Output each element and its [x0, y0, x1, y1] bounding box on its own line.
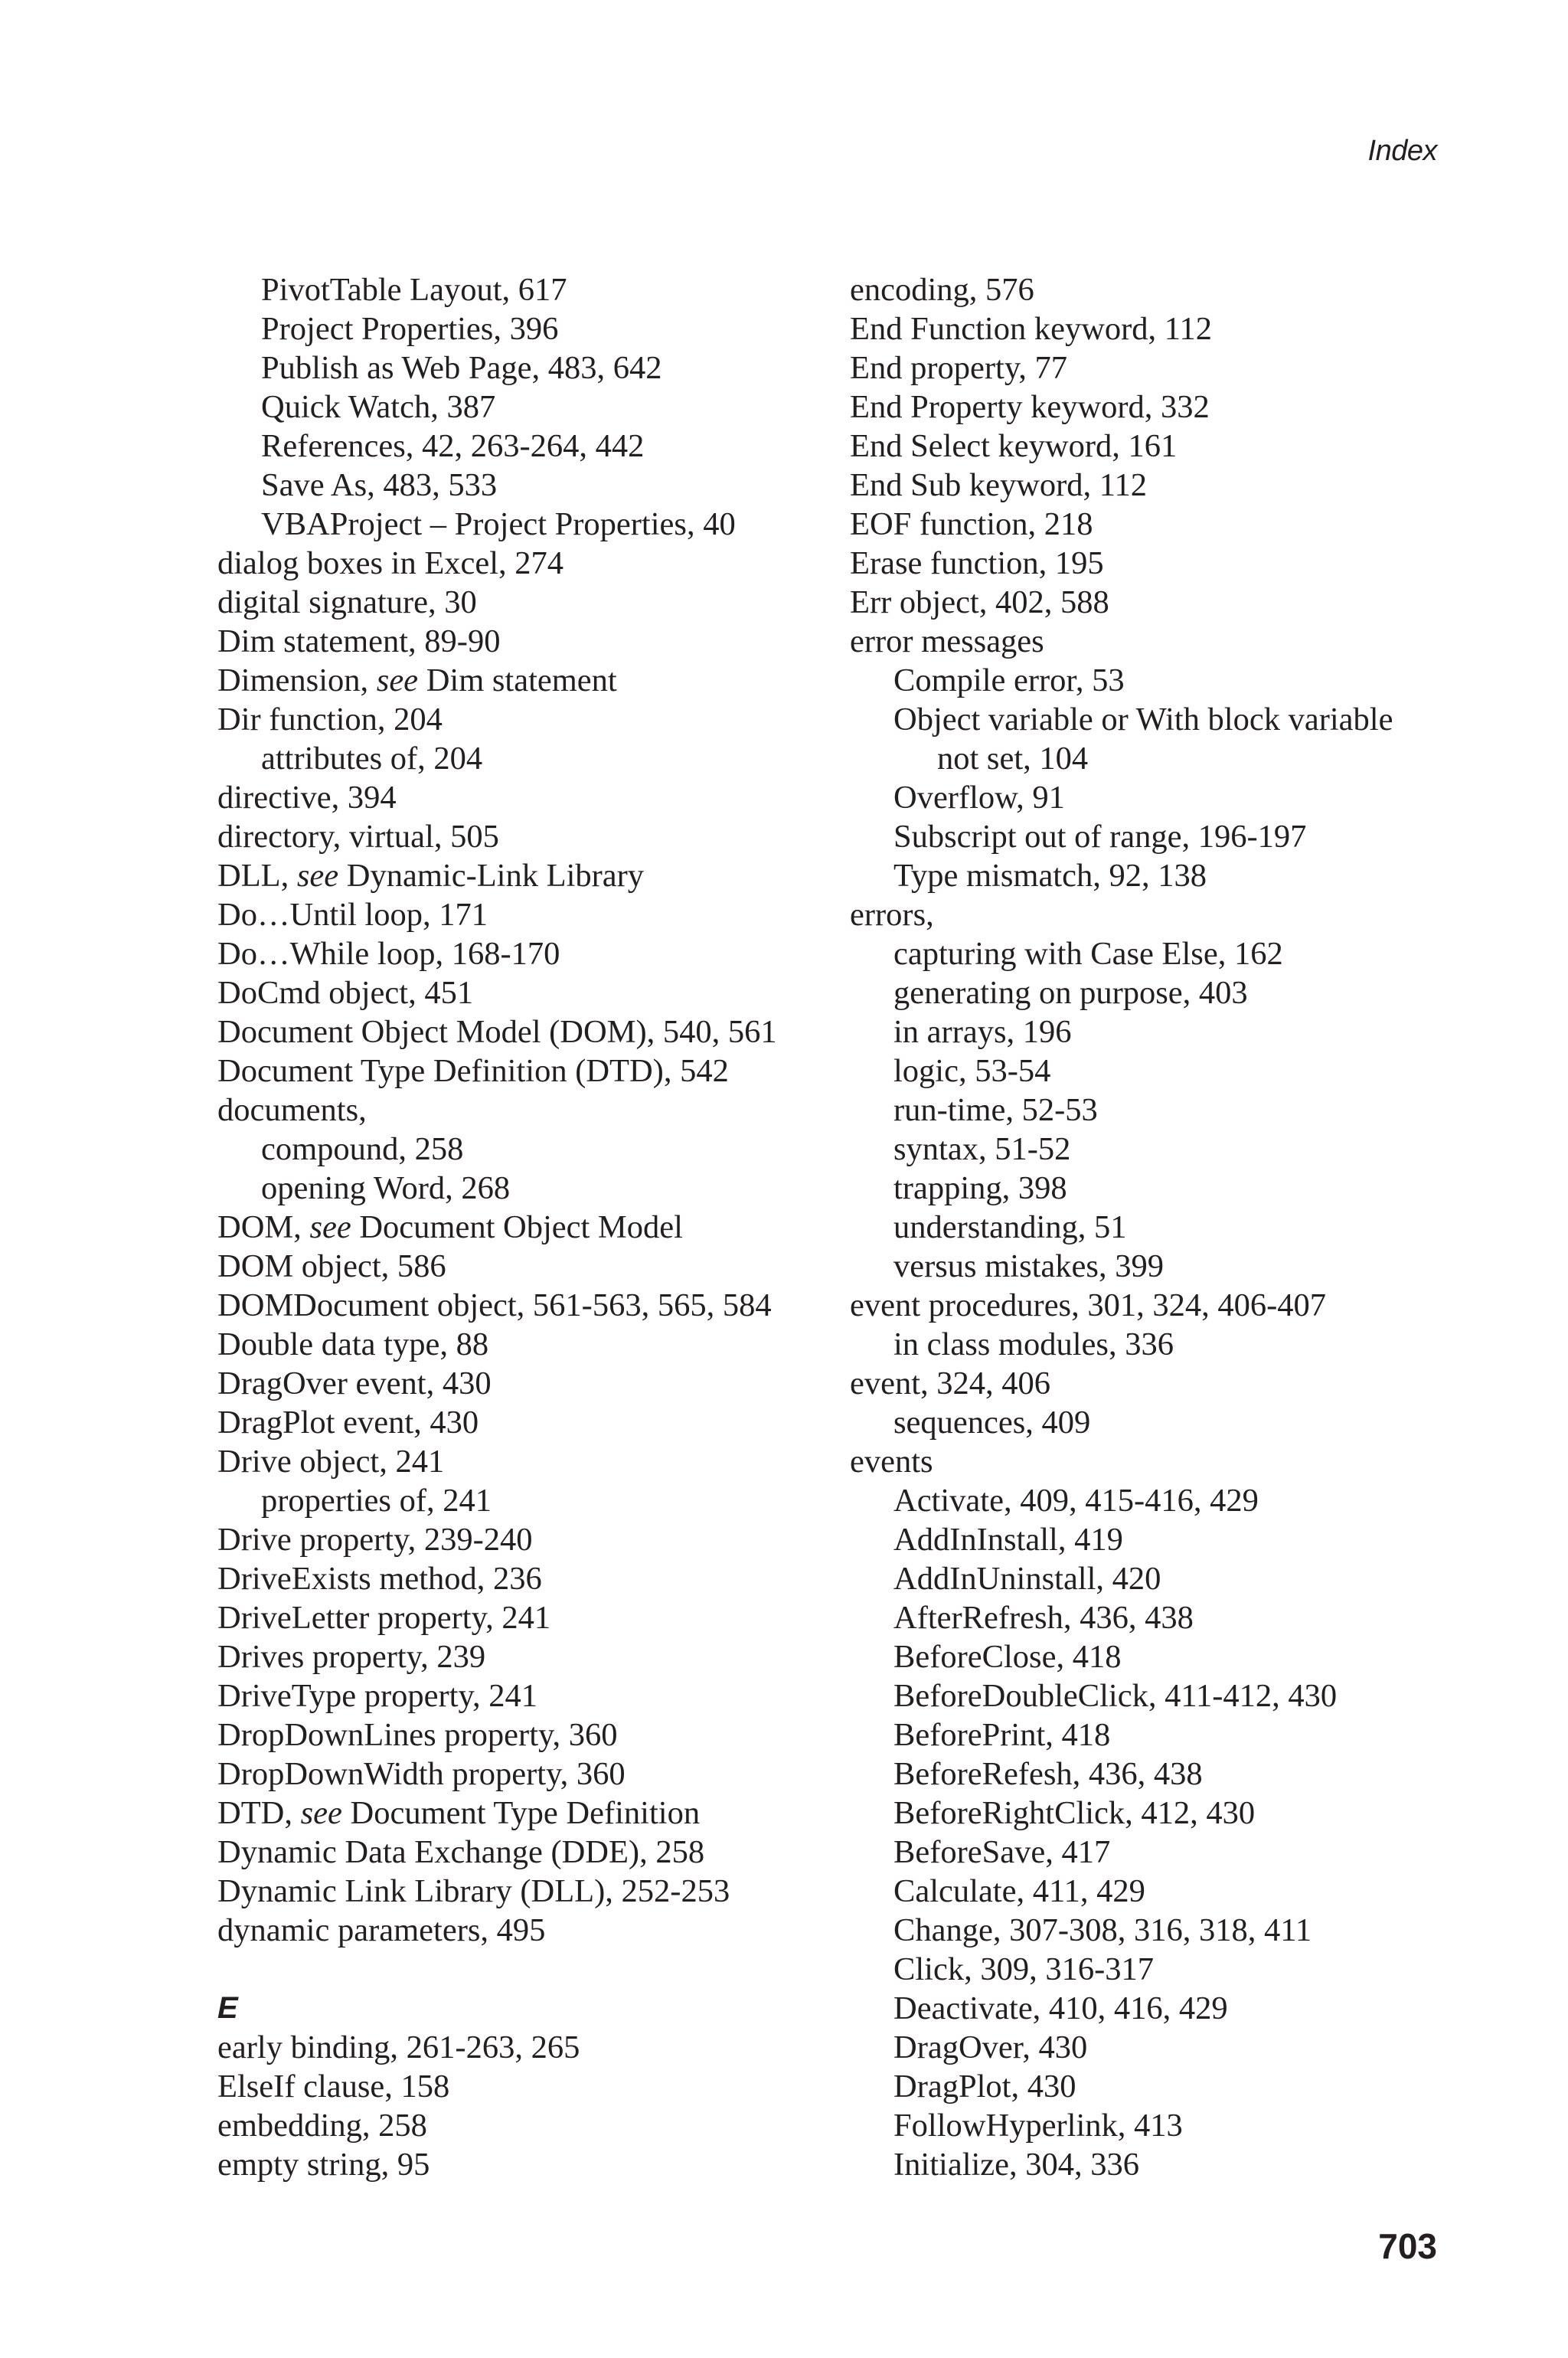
index-subentry	[850, 817, 1462, 856]
see-reference-label: see	[300, 1795, 342, 1831]
entry-text: DriveType property, 241	[217, 1678, 537, 1714]
entry-text: E	[217, 1991, 238, 2025]
index-entry	[217, 1911, 845, 1950]
entry-text: encoding, 576	[850, 272, 1034, 308]
entry-text: errors,	[850, 897, 934, 933]
index-subentry	[850, 1794, 1462, 1833]
entry-text: DropDownWidth property, 360	[217, 1756, 626, 1792]
entry-text: capturing with Case Else, 162	[893, 936, 1283, 972]
index-subentry	[850, 1051, 1462, 1091]
entry-text: Save As, 483, 533	[261, 467, 498, 503]
index-subentry	[217, 1130, 845, 1169]
entry-text: BeforeRefesh, 436, 438	[893, 1756, 1203, 1792]
entry-text: DragOver, 430	[893, 2029, 1088, 2065]
index-entry	[217, 1208, 845, 1247]
entry-text: DragOver event, 430	[217, 1365, 492, 1401]
entry-text: End Sub keyword, 112	[850, 467, 1147, 503]
index-subentry	[850, 973, 1462, 1012]
entry-text: DOMDocument object, 561-563, 565, 584	[217, 1287, 772, 1323]
index-entry	[217, 1364, 845, 1403]
entry-text: Double data type, 88	[217, 1326, 489, 1362]
index-subentry	[217, 427, 845, 466]
index-entry	[850, 1442, 1462, 1481]
entry-text: BeforeSave, 417	[893, 1834, 1111, 1870]
entry-text: Document Type Definition (DTD), 542	[217, 1053, 729, 1089]
entry-text: Click, 309, 316-317	[893, 1951, 1154, 1987]
index-entry	[217, 1833, 845, 1872]
entry-text: understanding, 51	[893, 1209, 1127, 1245]
index-entry	[217, 1442, 845, 1481]
entry-text: Type mismatch, 92, 138	[893, 858, 1207, 894]
entry-text: events	[850, 1444, 933, 1480]
entry-text: Drive object, 241	[217, 1444, 445, 1480]
index-subentry	[217, 388, 845, 427]
index-entry	[217, 700, 845, 739]
entry-text: FollowHyperlink, 413	[893, 2108, 1183, 2144]
running-head: Index	[1367, 135, 1437, 167]
index-entry	[217, 778, 845, 817]
index-entry	[217, 2145, 845, 2184]
index-subentry	[850, 778, 1462, 817]
section-gap	[217, 1950, 845, 1989]
index-entry	[217, 1012, 845, 1051]
index-entry	[217, 1598, 845, 1637]
index-entry	[217, 661, 845, 700]
index-entry	[217, 583, 845, 622]
entry-text: Activate, 409, 415-416, 429	[893, 1483, 1259, 1519]
see-reference-label: see	[309, 1209, 351, 1245]
index-entry	[217, 1637, 845, 1676]
entry-text: early binding, 261-263, 265	[217, 2029, 580, 2065]
index-subentry	[850, 1247, 1462, 1286]
index-subentry	[850, 2106, 1462, 2145]
entry-text: directive, 394	[217, 780, 397, 816]
see-reference-target: Document Object Model	[351, 1209, 683, 1245]
entry-text: BeforeClose, 418	[893, 1639, 1122, 1675]
entry-text: Drive property, 239-240	[217, 1522, 533, 1558]
entry-text: attributes of, 204	[261, 741, 483, 777]
entry-text: Deactivate, 410, 416, 429	[893, 1990, 1228, 2026]
index-subentry	[217, 1481, 845, 1520]
entry-text: digital signature, 30	[217, 584, 477, 620]
index-subentry	[850, 1091, 1462, 1130]
entry-text: Publish as Web Page, 483, 642	[261, 350, 662, 386]
entry-text: DragPlot event, 430	[217, 1405, 479, 1441]
index-entry	[217, 1247, 845, 1286]
entry-text: dynamic parameters, 495	[217, 1912, 546, 1948]
index-entry	[850, 583, 1462, 622]
index-entry	[217, 1755, 845, 1794]
entry-text: properties of, 241	[261, 1483, 492, 1519]
entry-text: DriveExists method, 236	[217, 1561, 542, 1597]
entry-text: DriveLetter property, 241	[217, 1600, 551, 1636]
index-entry	[217, 1051, 845, 1091]
index-entry	[217, 1559, 845, 1598]
index-subentry	[217, 1169, 845, 1208]
entry-text: ElseIf clause, 158	[217, 2069, 450, 2105]
entry-text: BeforeRightClick, 412, 430	[893, 1795, 1256, 1831]
index-entry	[850, 348, 1462, 388]
entry-text: End Function keyword, 112	[850, 311, 1212, 347]
see-reference-label: see	[376, 662, 419, 698]
entry-text: Document Object Model (DOM), 540, 561	[217, 1014, 777, 1050]
index-subentry	[850, 856, 1462, 895]
entry-text: Drives property, 239	[217, 1639, 486, 1675]
index-entry	[850, 1286, 1462, 1325]
index-entry	[850, 427, 1462, 466]
index-entry	[217, 895, 845, 934]
index-subentry	[217, 466, 845, 505]
entry-text: EOF function, 218	[850, 506, 1093, 542]
index-subentry	[850, 934, 1462, 973]
entry-text: PivotTable Layout, 617	[261, 272, 567, 308]
entry-text: Dimension,	[217, 662, 377, 698]
entry-text: event, 324, 406	[850, 1365, 1051, 1401]
index-subentry	[850, 661, 1462, 700]
entry-text: AddInInstall, 419	[893, 1522, 1123, 1558]
index-entry	[217, 856, 845, 895]
index-subentry	[850, 1520, 1462, 1559]
entry-text: Object variable or With block variable	[893, 702, 1393, 737]
index-subentry	[850, 1755, 1462, 1794]
index-entry	[217, 2106, 845, 2145]
entry-text: Overflow, 91	[893, 780, 1065, 816]
index-subentry	[850, 1130, 1462, 1169]
entry-text: Calculate, 411, 429	[893, 1873, 1145, 1909]
entry-text: DTD,	[217, 1795, 301, 1831]
index-subentry	[217, 739, 845, 778]
index-entry	[850, 309, 1462, 348]
index-subentry	[850, 1169, 1462, 1208]
entry-text: Do…While loop, 168-170	[217, 936, 560, 972]
index-column-right	[850, 270, 1462, 2184]
index-subentry	[850, 1950, 1462, 1989]
entry-text: error messages	[850, 623, 1044, 659]
entry-text: Compile error, 53	[893, 662, 1125, 698]
entry-text: directory, virtual, 505	[217, 819, 499, 855]
entry-text: Initialize, 304, 336	[893, 2147, 1140, 2183]
index-entry	[217, 1676, 845, 1715]
index-entry	[850, 622, 1462, 661]
entry-text: DropDownLines property, 360	[217, 1717, 618, 1753]
entry-text: opening Word, 268	[261, 1170, 511, 1206]
index-entry	[217, 934, 845, 973]
entry-text: Quick Watch, 387	[261, 389, 496, 425]
entry-text: Erase function, 195	[850, 545, 1104, 581]
index-subentry	[850, 1012, 1462, 1051]
entry-text: VBAProject – Project Properties, 40	[261, 506, 736, 542]
see-reference-target: Document Type Definition	[341, 1795, 701, 1831]
index-entry	[217, 2028, 845, 2067]
entry-text: Dim statement, 89-90	[217, 623, 501, 659]
entry-text: Err object, 402, 588	[850, 584, 1109, 620]
index-subentry	[850, 1715, 1462, 1755]
index-subentry	[850, 1911, 1462, 1950]
index-entry	[850, 544, 1462, 583]
see-reference-target: Dim statement	[418, 662, 617, 698]
index-subentry	[850, 1481, 1462, 1520]
index-entry-continuation	[850, 739, 1462, 778]
entry-text: event procedures, 301, 324, 406-407	[850, 1287, 1326, 1323]
index-entry	[850, 895, 1462, 934]
entry-text: BeforePrint, 418	[893, 1717, 1111, 1753]
entry-text: DOM object, 586	[217, 1248, 446, 1284]
index-subentry	[850, 1559, 1462, 1598]
entry-text: DLL,	[217, 858, 297, 894]
index-subentry	[850, 1598, 1462, 1637]
index-subentry	[850, 2028, 1462, 2067]
index-entry	[850, 466, 1462, 505]
index-subentry	[850, 1403, 1462, 1442]
index-entry	[217, 1872, 845, 1911]
entry-text: trapping, 398	[893, 1170, 1067, 1206]
index-entry	[850, 505, 1462, 544]
entry-text: AddInUninstall, 420	[893, 1561, 1161, 1597]
entry-text: Change, 307-308, 316, 318, 411	[893, 1912, 1312, 1948]
index-subentry	[217, 270, 845, 309]
index-entry	[850, 270, 1462, 309]
index-entry	[217, 1715, 845, 1755]
index-subentry	[217, 348, 845, 388]
entry-text: AfterRefresh, 436, 438	[893, 1600, 1194, 1636]
entry-text: not set, 104	[937, 741, 1089, 777]
index-entry	[850, 1364, 1462, 1403]
entry-text: generating on purpose, 403	[893, 975, 1248, 1011]
index-entry	[217, 1091, 845, 1130]
entry-text: dialog boxes in Excel, 274	[217, 545, 564, 581]
index-subentry	[850, 1208, 1462, 1247]
index-entry	[217, 1325, 845, 1364]
entry-text: Dynamic Link Library (DLL), 252-253	[217, 1873, 730, 1909]
entry-text: sequences, 409	[893, 1405, 1091, 1441]
see-reference-label: see	[296, 858, 339, 894]
entry-text: versus mistakes, 399	[893, 1248, 1164, 1284]
entry-text: run-time, 52-53	[893, 1092, 1098, 1128]
index-entry	[217, 973, 845, 1012]
entry-text: logic, 53-54	[893, 1053, 1051, 1089]
entry-text: DoCmd object, 451	[217, 975, 474, 1011]
entry-text: syntax, 51-52	[893, 1131, 1071, 1167]
page-number: 703	[1378, 2226, 1437, 2266]
index-subentry	[850, 2145, 1462, 2184]
entry-text: Subscript out of range, 196-197	[893, 819, 1307, 855]
index-subentry	[217, 309, 845, 348]
entry-text: DragPlot, 430	[893, 2069, 1076, 2105]
entry-text: Do…Until loop, 171	[217, 897, 488, 933]
entry-text: embedding, 258	[217, 2108, 427, 2144]
entry-text: DOM,	[217, 1209, 310, 1245]
index-subentry	[850, 2067, 1462, 2106]
entry-text: End Property keyword, 332	[850, 389, 1210, 425]
index-subentry	[850, 1325, 1462, 1364]
section-letter-heading	[217, 1989, 845, 2028]
entry-text: References, 42, 263-264, 442	[261, 428, 645, 464]
index-entry	[850, 388, 1462, 427]
entry-text: BeforeDoubleClick, 411-412, 430	[893, 1678, 1338, 1714]
index-subentry	[850, 1833, 1462, 1872]
index-entry	[217, 1286, 845, 1325]
index-entry	[217, 1520, 845, 1559]
index-entry	[217, 1794, 845, 1833]
index-subentry	[850, 1637, 1462, 1676]
entry-text: in arrays, 196	[893, 1014, 1072, 1050]
entry-text: compound, 258	[261, 1131, 464, 1167]
entry-text: Dir function, 204	[217, 702, 443, 737]
entry-text: End property, 77	[850, 350, 1068, 386]
entry-text: Project Properties, 396	[261, 311, 559, 347]
entry-text: in class modules, 336	[893, 1326, 1174, 1362]
see-reference-target: Dynamic-Link Library	[338, 858, 645, 894]
entry-text: documents,	[217, 1092, 367, 1128]
index-subentry	[850, 1872, 1462, 1911]
index-column-left	[217, 270, 845, 2184]
entry-text: Dynamic Data Exchange (DDE), 258	[217, 1834, 705, 1870]
index-entry	[217, 1403, 845, 1442]
index-subentry	[217, 505, 845, 544]
index-subentry	[850, 700, 1462, 739]
index-subentry	[850, 1989, 1462, 2028]
index-entry	[217, 817, 845, 856]
index-subentry	[850, 1676, 1462, 1715]
entry-text: empty string, 95	[217, 2147, 430, 2183]
index-entry	[217, 544, 845, 583]
index-entry	[217, 2067, 845, 2106]
index-entry	[217, 622, 845, 661]
entry-text: End Select keyword, 161	[850, 428, 1178, 464]
